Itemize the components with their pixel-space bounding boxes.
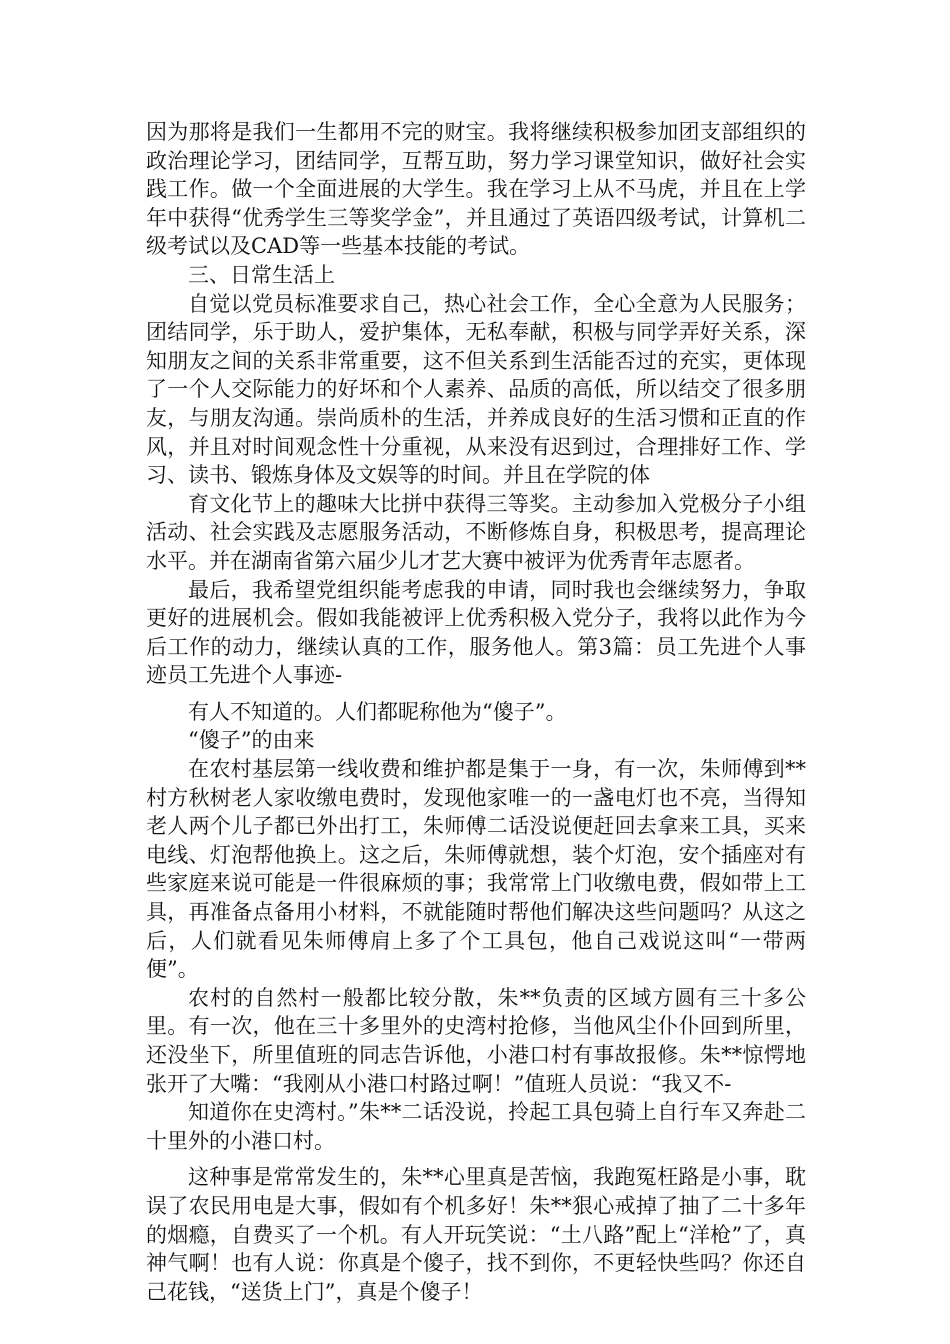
section-heading-daily-life: 三、日常生活上: [188, 262, 335, 287]
paragraph-10: 知道你在史湾村。”朱**二话没说，拎起工具包骑上自行车又奔赴二十里外的小港口村。: [146, 1100, 806, 1153]
paragraph-11: 这种事是常常发生的，朱**心里真是苦恼，我跑冤枉路是小事，耽误了农民用电是大事，假如有个机多好！朱**狠心戒掉了抽了二十多年的烟瘾，自费买了一个机。有人开玩笑说：“土八路”配上“洋枪”了，真神气啊！也有人说：你真是个傻子，找不到你，不更轻快些吗？你还自己花钱，“送货上门”，真是个傻子！: [146, 1165, 806, 1304]
paragraph-4: 育文化节上的趣味大比拼中获得三等奖。主动参加入党极分子小组活动、社会实践及志愿服务活动，不断修炼自身，积极思考，提高理论水平。并在湖南省第六届少儿才艺大赛中被评为优秀青年志愿者。: [146, 491, 806, 573]
paragraph-8: 在农村基层第一线收费和维护都是集于一身，有一次，朱师傅到**村方秋树老人家收缴电费时，发现他家唯一的一盏电灯也不亮，当得知老人两个儿子都已外出打工，朱师傅二话没说便赶回去拿来工具，买来电线、灯泡帮他换上。这之后，朱师傅就想，装个灯泡，安个插座对有些家庭来说可能是一件很麻烦的事；我常常上门收缴电费，假如带上工具，再准备点备用小材料，不就能随时帮他们解决这些问题吗？从这之后，人们就看见朱师傅肩上多了个工具包，他自己戏说这叫“一带两便”。: [146, 757, 806, 982]
paragraph-6: 有人不知道的。人们都昵称他为“傻子”。: [188, 699, 567, 724]
section-heading-origin: “傻子”的由来: [188, 728, 315, 753]
document-body: [146, 118, 806, 1306]
paragraph-1: 因为那将是我们一生都用不完的财宝。我将继续积极参加团支部组织的政治理论学习，团结同学，互帮互助，努力学习课堂知识，做好社会实践工作。做一个全面进展的大学生。我在学习上从不马虎，并且在上学年中获得“优秀学生三等奖学金”，并且通过了英语四级考试，计算机二级考试以及CAD等一些基本技能的考试。: [146, 120, 806, 259]
paragraph-5: 最后，我希望党组织能考虑我的申请，同时我也会继续努力，争取更好的进展机会。假如我能被评上优秀积极入党分子，我将以此作为今后工作的动力，继续认真的工作，服务他人。第3篇：员工先进个人事迹员工先进个人事迹-: [146, 577, 806, 688]
paragraph-3: 自觉以党员标准要求自己，热心社会工作，全心全意为人民服务；团结同学，乐于助人，爱护集体，无私奉献，积极与同学弄好关系，深知朋友之间的关系非常重要，这不但关系到生活能否过的充实，更体现了一个人交际能力的好坏和个人素养、品质的高低，所以结交了很多朋友，与朋友沟通。崇尚质朴的生活，并养成良好的生活习惯和正直的作风，并且对时间观念性十分重视，从来没有迟到过，合理排好工作、学习、读书、锻炼身体及文娱等的时间。并且在学院的体: [146, 291, 806, 488]
paragraph-9: 农村的自然村一般都比较分散，朱**负责的区域方圆有三十多公里。有一次，他在三十多里外的史湾村抢修，当他风尘仆仆回到所里，还没坐下，所里值班的同志告诉他，小港口村有事故报修。朱**惊愕地张开了大嘴：“我刚从小港口村路过啊！”值班人员说：“我又不-: [146, 985, 806, 1096]
